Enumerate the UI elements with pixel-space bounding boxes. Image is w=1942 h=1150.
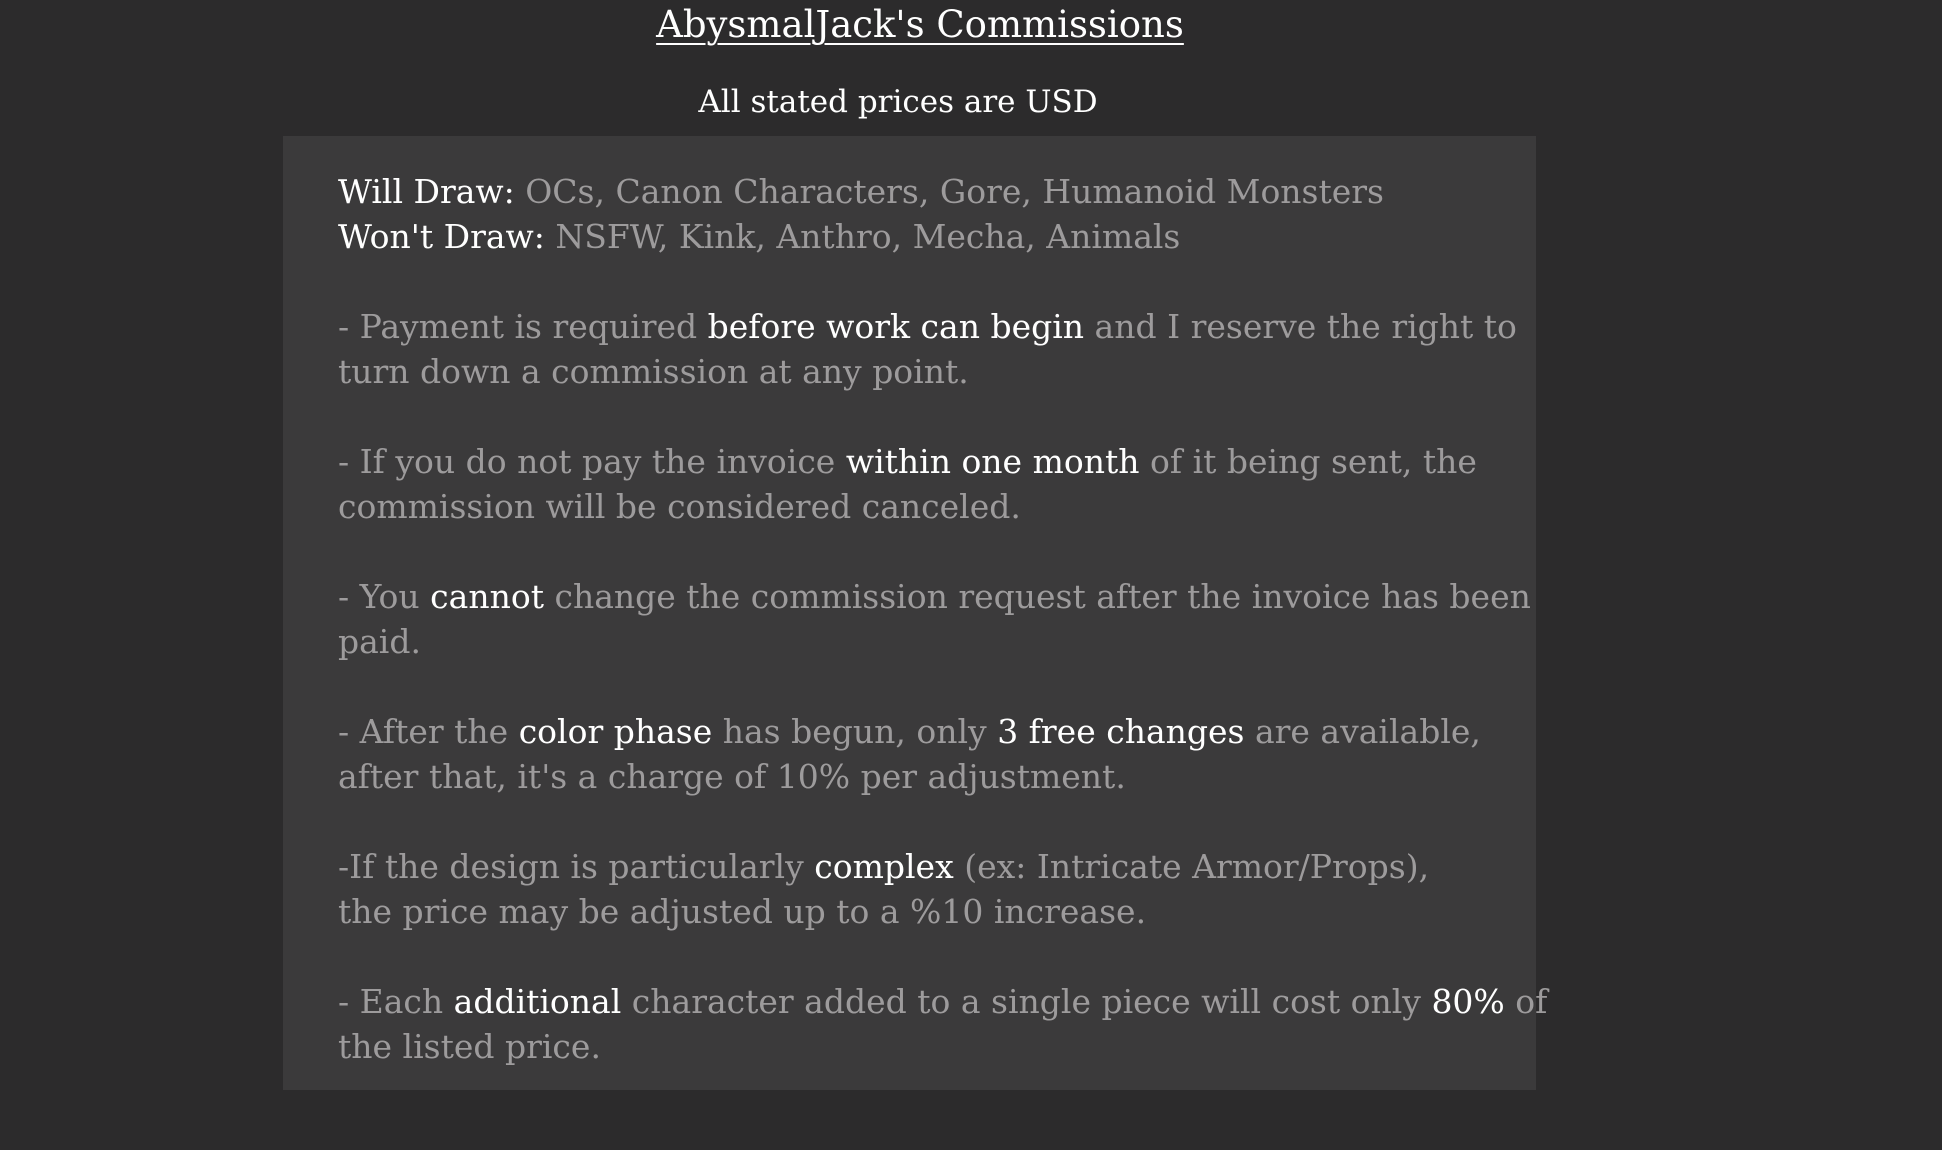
rule-text: -If the design is particularly	[338, 847, 815, 886]
rule-payment	[338, 304, 1536, 394]
rule-emphasis: before work can begin	[707, 307, 1085, 346]
commission-terms-panel	[283, 136, 1548, 1090]
wont-draw-line	[338, 214, 1536, 259]
rule-text: (ex: Intricate Armor/Props),	[953, 847, 1430, 886]
page-title: AbysmalJack's Commissions	[656, 3, 1184, 46]
will-draw-list: OCs, Canon Characters, Gore, Humanoid Monsters	[514, 172, 1384, 211]
rule-additional-line-1	[338, 979, 1548, 1024]
rule-text: of it being sent, the	[1139, 442, 1477, 481]
rule-text: - After the	[338, 712, 519, 751]
will-draw-line	[338, 169, 1536, 214]
rule-text: change the commission request after the invoice has been	[543, 577, 1531, 616]
rule-emphasis: complex	[814, 847, 954, 886]
rule-text: has begun, only	[712, 712, 998, 751]
rule-additional-line-2: the listed price.	[338, 1027, 601, 1066]
rule-invoice-line-1	[338, 439, 1536, 484]
rule-emphasis: cannot	[430, 577, 544, 616]
rule-text: are available,	[1244, 712, 1481, 751]
rule-text: of	[1504, 982, 1548, 1021]
rule-changes	[338, 574, 1536, 664]
rule-emphasis: additional	[453, 982, 622, 1021]
rule-changes-line-2: paid.	[338, 622, 421, 661]
rule-payment-line-1	[338, 304, 1536, 349]
rule-color-phase	[338, 709, 1536, 799]
rule-additional-character	[338, 979, 1548, 1069]
rule-emphasis: color phase	[518, 712, 713, 751]
rule-payment-line-2: turn down a commission at any point.	[338, 352, 969, 391]
wont-draw-label: Won't Draw:	[338, 217, 545, 256]
wont-draw-list: NSFW, Kink, Anthro, Mecha, Animals	[544, 217, 1181, 256]
rule-text: - Each	[338, 982, 454, 1021]
rule-emphasis: 80%	[1431, 982, 1505, 1021]
rule-text: character added to a single piece will cost only	[621, 982, 1432, 1021]
rule-color-line-2: after that, it's a charge of 10% per adjustment.	[338, 757, 1126, 796]
rule-color-line-1	[338, 709, 1536, 754]
currency-note: All stated prices are USD	[698, 84, 1098, 120]
rule-complex-design	[338, 844, 1536, 934]
will-draw-label: Will Draw:	[338, 172, 515, 211]
rule-complex-line-2: the price may be adjusted up to a %10 increase.	[338, 892, 1147, 931]
rule-text: and I reserve the right to	[1084, 307, 1517, 346]
rule-text: - If you do not pay the invoice	[338, 442, 846, 481]
rule-text: - You	[338, 577, 431, 616]
rule-emphasis: within one month	[845, 442, 1140, 481]
rule-text: - Payment is required	[338, 307, 708, 346]
rule-changes-line-1	[338, 574, 1536, 619]
rule-invoice	[338, 439, 1536, 529]
rule-complex-line-1	[338, 844, 1536, 889]
rule-invoice-line-2: commission will be considered canceled.	[338, 487, 1021, 526]
draw-preferences	[338, 169, 1536, 259]
rule-emphasis: 3 free changes	[997, 712, 1245, 751]
